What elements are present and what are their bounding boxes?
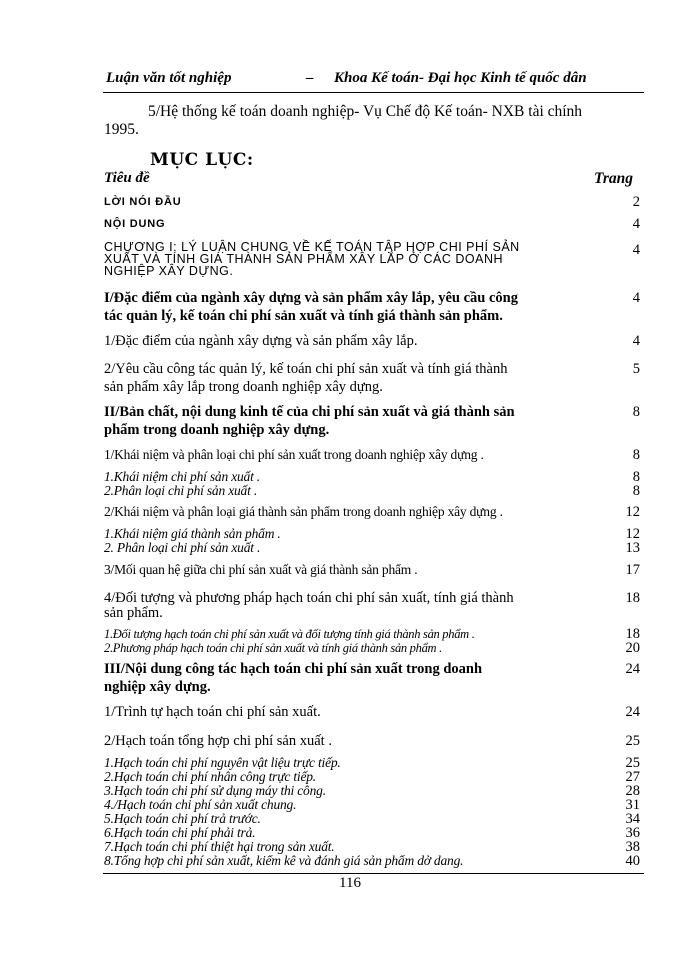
- toc-entry-title-line: sản phẩm xây lắp trong doanh nghiệp xây dựng.: [104, 379, 383, 395]
- toc-entry-title: 3.Hạch toán chi phí sử dụng máy thi công.: [104, 783, 326, 798]
- toc-entry-title: 2.Hạch toán chi phí nhân công trực tiếp.: [104, 769, 316, 784]
- toc-entry-title: 1/Đặc điểm của ngành xây dựng và sản phẩm xây lắp.: [104, 333, 418, 349]
- toc-entry-page: 24: [625, 661, 640, 677]
- footer-rule: [103, 873, 644, 874]
- header-right: Khoa Kế toán- Đại học Kinh tế quốc dân: [334, 70, 587, 86]
- toc-entry-page: 12: [625, 526, 640, 542]
- toc-entry-title: 1.Khái niệm giá thành sản phẩm .: [104, 526, 281, 541]
- toc-entry-title: 1.Đối tượng hạch toán chi phí sản xuất và đối tượng tính giá thành sản phẩm .: [104, 627, 475, 641]
- toc-entry-page: 36: [625, 825, 640, 841]
- toc-entry-page: 4: [632, 242, 640, 258]
- toc-entry-title-line: I/Đặc điểm của ngành xây dựng và sản phẩm xây lắp, yêu cầu công: [104, 290, 518, 306]
- toc-entry-title: 2.Phân loại chi phí sản xuất .: [104, 483, 257, 498]
- header-rule: [103, 92, 644, 93]
- toc-entry-title: 6.Hạch toán chi phí phải trả.: [104, 825, 256, 840]
- toc-entry-title: 4./Hạch toán chi phí sản xuất chung.: [104, 797, 297, 812]
- toc-entry-page: 25: [625, 755, 640, 771]
- toc-entry-page: 18: [625, 590, 640, 606]
- toc-entry-page: 4: [632, 216, 640, 232]
- toc-entry-title-line: XUẤT VÀ TÍNH GIÁ THÀNH SẢN PHẨM XÂY LẮP Ở CÁC DOANH: [104, 252, 504, 266]
- toc-column-title: Tiêu đề: [104, 170, 150, 186]
- toc-entry-title: 3/Mối quan hệ giữa chi phí sản xuất và giá thành sản phẩm .: [104, 562, 418, 577]
- toc-entry-page: 27: [625, 769, 640, 785]
- toc-entry-page: 13: [625, 540, 640, 556]
- toc-entry-page: 8: [632, 469, 640, 485]
- toc-entry-title-line: nghiệp xây dựng.: [104, 679, 211, 695]
- toc-entry-title: 1.Khái niệm chi phí sản xuất .: [104, 469, 260, 484]
- toc-entry-title: NỘI DUNG: [104, 218, 166, 230]
- toc-entry-page: 4: [632, 290, 640, 306]
- toc-entry-page: 18: [625, 626, 640, 642]
- toc-entry-title-line: phẩm trong doanh nghiệp xây dựng.: [104, 422, 330, 438]
- toc-title: MỤC LỤC:: [150, 150, 254, 170]
- toc-entry-page: 8: [632, 483, 640, 499]
- toc-entry-title-line: III/Nội dung công tác hạch toán chi phí sản xuất trong doanh: [104, 661, 483, 677]
- toc-entry-title-line: II/Bản chất, nội dung kinh tế của chi phí sản xuất và giá thành sản: [104, 404, 515, 420]
- toc-entry-page: 25: [625, 733, 640, 749]
- toc-entry-page: 12: [625, 504, 640, 520]
- toc-entry-title: 2. Phân loại chi phí sản xuất .: [104, 540, 261, 555]
- toc-entry-title: 2/Khái niệm và phân loại giá thành sản phẩm trong doanh nghiệp xây dựng .: [104, 504, 503, 519]
- toc-entry-page: 20: [625, 640, 640, 656]
- toc-entry-title: 8.Tổng hợp chi phí sản xuất, kiểm kê và đánh giá sản phẩm dở dang.: [104, 853, 464, 868]
- toc-entry-title-line: 4/Đối tượng và phương pháp hạch toán chi phí sản xuất, tính giá thành: [104, 590, 514, 606]
- toc-entry-page: 34: [625, 811, 640, 827]
- toc-entry-title-line: NGHIỆP XÂY DỰNG.: [104, 264, 234, 278]
- toc-column-page: Trang: [594, 170, 634, 187]
- toc-entry-page: 8: [632, 404, 640, 420]
- header-left: Luận văn tốt nghiệp: [106, 70, 232, 86]
- toc-entry-page: 40: [625, 853, 640, 869]
- toc-entry-title: LỜI NÓI ĐẦU: [104, 196, 182, 208]
- toc-entry-title: 1/Trình tự hạch toán chi phí sản xuất.: [104, 704, 321, 720]
- reference-line-1: 5/Hệ thống kế toán doanh nghiệp- Vụ Chế độ Kế toán- NXB tài chính: [148, 103, 583, 120]
- toc-entry-title: 5.Hạch toán chi phí trả trước.: [104, 811, 261, 826]
- toc-entry-title: 2.Phương pháp hạch toán chi phí sản xuất và tính giá thành sản phẩm .: [104, 641, 442, 655]
- toc-entry-title-line: 2/Yêu cầu công tác quản lý, kế toán chi phí sản xuất và tính giá thành: [104, 361, 508, 377]
- toc-entry-page: 38: [625, 839, 640, 855]
- toc-entry-title-line: sản phẩm.: [104, 605, 163, 621]
- reference-line-2: 1995.: [104, 121, 139, 138]
- toc-entry-title-line: CHƯƠNG I: LÝ LUẬN CHUNG VỀ KẾ TOÁN TẬP HỢP CHI PHÍ SẢN: [104, 240, 520, 254]
- toc-entry-page: 17: [625, 562, 640, 578]
- toc-entry-page: 28: [625, 783, 640, 799]
- toc-entry-page: 2: [632, 194, 640, 210]
- toc-entry-title: 1/Khái niệm và phân loại chi phí sản xuất trong doanh nghiệp xây dựng .: [104, 447, 484, 462]
- toc-entry-page: 5: [632, 361, 640, 377]
- toc-entry-title-line: tác quản lý, kế toán chi phí sản xuất và tính giá thành sản phẩm.: [104, 308, 503, 324]
- toc-entry-page: 31: [625, 797, 640, 813]
- toc-entry-page: 8: [632, 447, 640, 463]
- toc-entry-title: 1.Hạch toán chi phí nguyên vật liệu trực tiếp.: [104, 755, 341, 770]
- toc-entry-title: 7.Hạch toán chi phí thiệt hại trong sản xuất.: [104, 839, 335, 854]
- toc-entry-page: 24: [625, 704, 640, 720]
- toc-entry-title: 2/Hạch toán tổng hợp chi phí sản xuất .: [104, 733, 332, 749]
- toc-entry-page: 4: [632, 333, 640, 349]
- header-dash: –: [306, 70, 314, 86]
- page-number: 116: [339, 875, 361, 891]
